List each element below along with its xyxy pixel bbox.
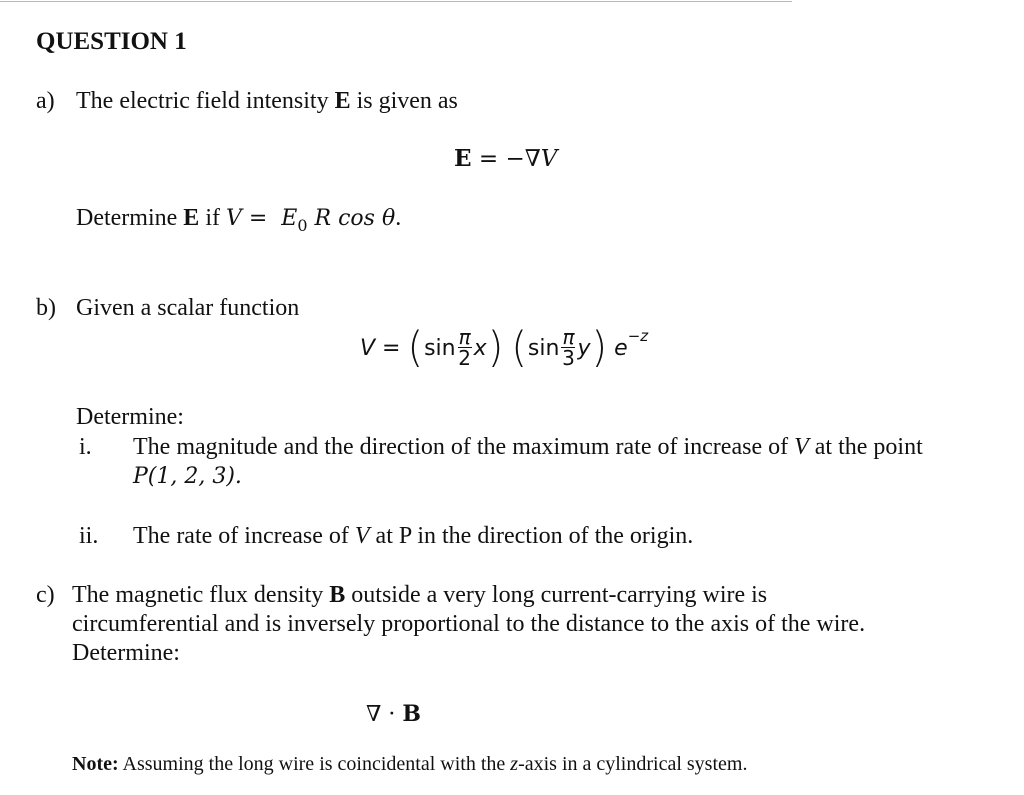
close-paren-2: ) [591,323,608,373]
part-c-line1-bold: B [329,582,346,608]
frac1-denominator: 2 [458,346,472,370]
part-b-eq-exp-power: −z [627,327,649,345]
part-a-determine-expr2: R cos θ [307,206,396,231]
close-paren-1: ) [487,323,504,373]
note-italic: z [510,753,519,775]
part-c-equation [366,700,421,729]
part-c-note [72,752,747,776]
part-b-eq-sin2: sin [527,335,560,361]
fraction-pi-over-3 [561,327,575,369]
note-label: Note: [72,753,119,775]
part-a-intro-bold: E [334,88,351,114]
part-a-intro-after: is given as [350,88,458,114]
open-paren-2: ( [511,323,527,373]
part-c-line2: circumferential and is inversely proportional to the distance to the axis of the wire. [72,611,866,637]
question-title: QUESTION 1 [36,28,187,55]
part-a-determine-end: . [395,205,402,231]
top-rule [0,1,792,2]
part-b-eq-sin1: sin [424,335,456,361]
part-a-determine-if: if [199,205,226,231]
part-b-determine: Determine: [76,404,184,430]
item-i-line1 [133,433,923,461]
item-i-line1-before: The magnitude and the direction of the maximum rate of increase of [133,434,795,460]
part-a-intro [76,87,458,115]
part-c-line3: Determine: [72,640,180,666]
part-c-eq-op: ∇ · [366,702,403,727]
part-c-line1 [72,581,767,609]
part-b-eq-exp-base: e [614,335,628,361]
frac1-numerator: π [458,325,471,349]
part-a-determine-expr: V = E [225,206,298,231]
item-ii-var: V [354,523,370,549]
part-b-intro: Given a scalar function [76,295,300,321]
part-a-determine-sub: 0 [297,216,308,235]
item-i-line1-var: V [794,434,809,460]
part-a-determine-bold: E [183,205,200,231]
item-i-line2: P(1, 2, 3). [133,464,242,489]
part-b-eq-lhs: V = [360,335,401,361]
part-a-eq-equals: = [471,146,506,172]
part-a-eq-rhs: −∇V [505,146,558,172]
part-c-line1-after: outside a very long current-carrying wire is [345,582,768,608]
item-ii-before: The rate of increase of [133,523,355,549]
fraction-pi-over-2 [458,327,472,369]
part-c-line1-before: The magnetic flux density [72,582,330,608]
part-a-determine [76,204,401,234]
part-b-marker: b) [36,295,56,321]
part-b-equation [360,322,648,374]
part-a-eq-lhs: E [454,145,472,172]
note-after: -axis in a cylindrical system. [518,753,748,775]
item-ii-marker: ii. [79,523,99,549]
part-b-eq-var1: x [473,335,487,361]
part-b-eq-var2: y [577,335,591,361]
note-before: Assuming the long wire is coincidental with the [118,753,511,775]
part-a-equation [454,145,557,173]
item-i-marker: i. [79,434,92,460]
open-paren-1: ( [407,323,424,373]
part-a-marker: a) [36,88,55,114]
frac2-numerator: π [562,325,575,349]
part-a-determine-before: Determine [76,205,184,231]
frac2-denominator: 3 [562,346,575,370]
part-c-marker: c) [36,582,55,608]
item-ii-after: at P in the direction of the origin. [369,523,694,549]
part-c-eq-var: B [402,701,421,727]
item-ii-text [133,522,693,550]
part-a-intro-before: The electric field intensity [76,88,335,114]
item-i-line1-after: at the point [808,434,923,460]
